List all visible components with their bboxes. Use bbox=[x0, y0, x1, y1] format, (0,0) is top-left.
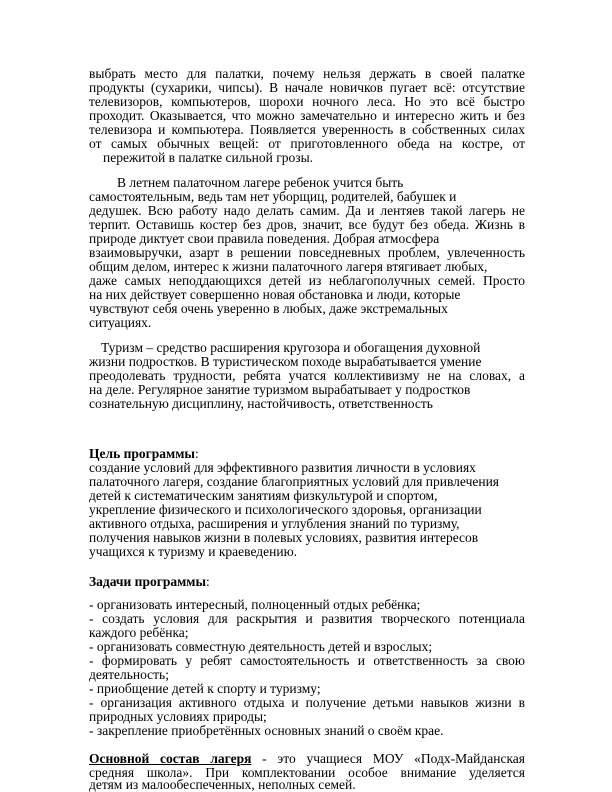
task-line: каждого ребёнка; bbox=[89, 626, 189, 640]
camp-line: терпит. Оставишь костер без дров, значит, все будут без обеда. Жизнь в bbox=[89, 218, 525, 232]
tourism-line: преодолевать трудности, ребята учатся коллективизму не на словах, а bbox=[89, 369, 525, 383]
intro-line: пережитой в палатке сильной грозы. bbox=[103, 151, 314, 165]
camp-line: взаимовыручки, азарт в решении повседневных проблем, увлеченность bbox=[89, 246, 525, 260]
camp-line: даже самых неподдающихся детей из неблагополучных семей. Просто bbox=[89, 274, 525, 288]
task-line: - формировать у ребят самостоятельность и ответственность за свою bbox=[89, 654, 525, 668]
camp-line: дедушек. Всю работу надо делать самим. Да и лентяев такой лагерь не bbox=[89, 204, 525, 218]
task-line: - приобщение детей к спорту и туризму; bbox=[89, 682, 321, 696]
tourism-line: жизни подростков. В туристическом походе вырабатывается умение bbox=[89, 355, 482, 369]
camp-line: общим делом, интерес к жизни палаточного лагеря втягивает любых, bbox=[89, 260, 488, 274]
task-line: - закрепление приобретённых основных знаний о своём крае. bbox=[89, 724, 444, 738]
goal-heading-colon: : bbox=[194, 447, 199, 461]
goal-line: палаточного лагеря, создание благоприятных условий для привлечения bbox=[89, 475, 500, 489]
camp-line: самостоятельным, ведь там нет уборщиц, родителей, бабушек и bbox=[89, 190, 457, 204]
composition-heading: Основной состав лагеря bbox=[89, 752, 252, 766]
task-line: - создать условия для раскрытия и развития творческого потенциала bbox=[89, 612, 525, 626]
goal-line: получения навыков жизни в полевых условиях, развития интересов bbox=[89, 531, 479, 545]
tourism-line: Туризм – средство расширения кругозора и обогащения духовной bbox=[101, 341, 481, 355]
task-line: - организовать совместную деятельность детей и взрослых; bbox=[89, 640, 433, 654]
camp-line: В летнем палаточном лагере ребенок учится быть bbox=[117, 176, 404, 190]
composition-rest: - это учащиеся МОУ «Подх-Майданская bbox=[251, 752, 525, 766]
tourism-line: на деле. Регулярное занятие туризмом вырабатывает у подростков bbox=[89, 383, 471, 397]
goal-line: детей к систематическим занятиям физкультурой и спортом, bbox=[89, 489, 438, 503]
goal-line: создание условий для эффективного развития личности в условиях bbox=[89, 461, 476, 475]
camp-line: на них действует совершенно новая обстановка и люди, которые bbox=[89, 288, 461, 302]
intro-line: проходит. Оказывается, что можно замечательно и интересно жить и без bbox=[89, 109, 525, 123]
intro-line: продукты (сухарики, чипсы). В начале новичков пугает всё: отсутствие bbox=[89, 81, 525, 95]
composition-line-1 bbox=[89, 752, 525, 766]
goal-heading bbox=[89, 447, 525, 461]
tasks-heading-colon: : bbox=[206, 575, 210, 589]
composition-line: детям из малообеспеченных, неполных семей. bbox=[89, 778, 356, 792]
tourism-line: сознательную дисциплину, настойчивость, ответственность bbox=[89, 397, 433, 411]
task-line: природных условиях природы; bbox=[89, 710, 267, 724]
goal-line: активного отдыха, расширения и углубления знаний по туризму, bbox=[89, 517, 460, 531]
goal-heading-text: Цель программы bbox=[89, 447, 195, 461]
goal-line: учащихся к туризму и краеведению. bbox=[89, 545, 298, 559]
task-line: - организация активного отдыха и получение детьми навыков жизни в bbox=[89, 696, 525, 710]
task-line: - организовать интересный, полноценный отдых ребёнка; bbox=[89, 598, 421, 612]
tasks-heading bbox=[89, 575, 525, 589]
goal-line: укрепление физического и психологического здоровья, организации bbox=[89, 503, 482, 517]
intro-line: от самых обычных вещей: от приготовленного обеда на костре, от bbox=[89, 137, 525, 151]
camp-line: чувствуют себя очень уверенно в любых, даже экстремальных bbox=[89, 302, 448, 316]
intro-line: выбрать место для палатки, почему нельзя держать в своей палатке bbox=[89, 67, 525, 81]
composition-line: средняя школа». При комплектовании особое внимание уделяется bbox=[89, 766, 525, 780]
camp-line: природе диктует свои правила поведения. Добрая атмосфера bbox=[89, 232, 440, 246]
intro-line: телевизора и компьютера. Появляется уверенность в собственных силах bbox=[89, 123, 525, 137]
camp-line: ситуациях. bbox=[89, 316, 152, 330]
intro-line: телевизоров, компьютеров, шорохи ночного леса. Но это всё быстро bbox=[89, 95, 525, 109]
tasks-heading-text: Задачи программы bbox=[89, 575, 207, 589]
task-line: деятельность; bbox=[89, 668, 169, 682]
